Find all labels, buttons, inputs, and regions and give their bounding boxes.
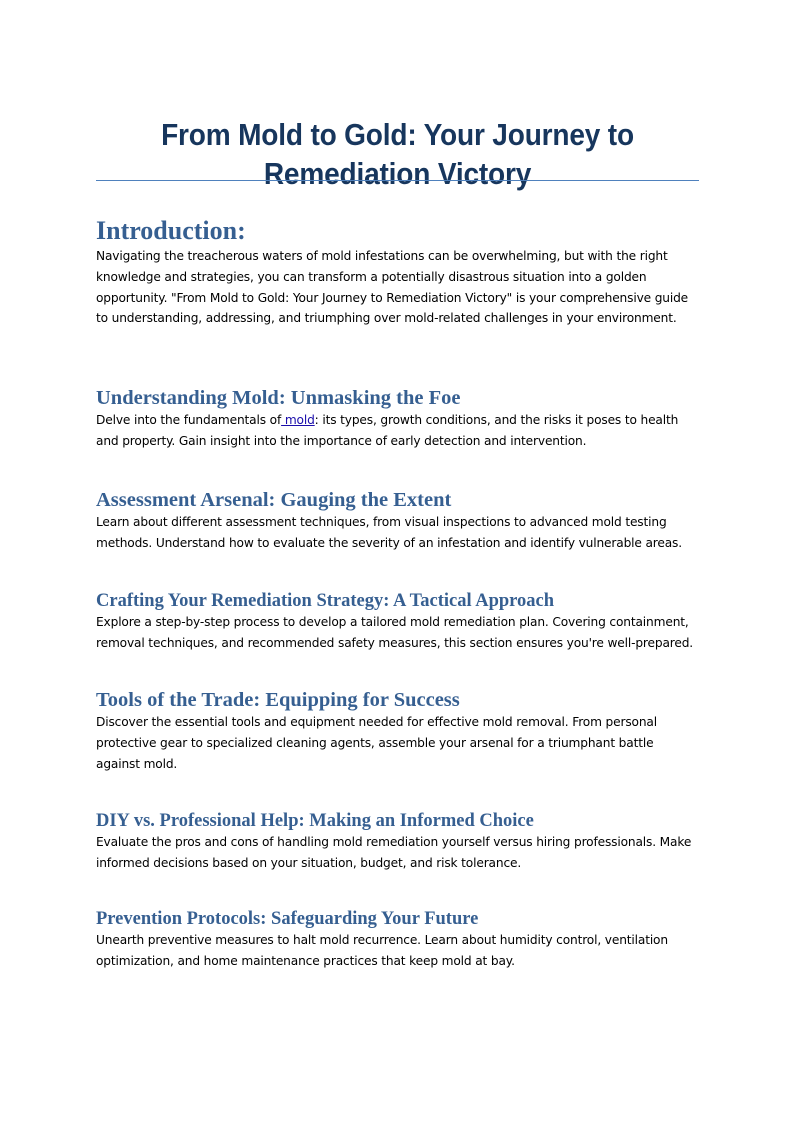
section-tools xyxy=(96,688,699,774)
diy-text: Evaluate the pros and cons of handling mold remediation yourself versus hiring professionals. Make informed decisions based on your situation, budget, and risk tolerance. xyxy=(96,835,692,870)
mold-link[interactable]: mold xyxy=(281,413,315,427)
tools-text: Discover the essential tools and equipment needed for effective mold removal. From personal protective gear to specialized cleaning agents, assemble your arsenal for a triumphant battle against mold. xyxy=(96,715,657,771)
assessment-heading: Assessment Arsenal: Gauging the Extent xyxy=(96,489,452,511)
understanding-text xyxy=(96,410,699,452)
prevention-heading: Prevention Protocols: Safeguarding Your Future xyxy=(96,909,479,929)
section-understanding xyxy=(96,386,699,452)
tools-heading: Tools of the Trade: Equipping for Success xyxy=(96,689,460,711)
strategy-heading: Crafting Your Remediation Strategy: A Tactical Approach xyxy=(96,591,555,611)
diy-heading: DIY vs. Professional Help: Making an Informed Choice xyxy=(96,811,534,831)
understanding-text-before: Delve into the fundamentals of xyxy=(96,413,282,427)
prevention-text: Unearth preventive measures to halt mold recurrence. Learn about humidity control, ventilation optimization, and home maintenance practices that keep mold at bay. xyxy=(96,933,668,968)
document-title: From Mold to Gold: Your Journey to Remediation Victory xyxy=(161,118,634,192)
section-diy xyxy=(96,810,699,874)
intro-heading: Introduction: xyxy=(96,216,246,245)
section-prevention xyxy=(96,908,699,972)
intro-text: Navigating the treacherous waters of mold infestations can be overwhelming, but with the right knowledge and strategies, you can transform a potentially disastrous situation into a golden opportunity. "From Mold to Gold: Your Journey to Remediation Victory" is your comprehensive guide to understanding, addressing, and triumphing over mold-related challenges in your environment. xyxy=(96,249,689,326)
strategy-text: Explore a step-by-step process to develop a tailored mold remediation plan. Covering containment, removal techniques, and recommended safety measures, this section ensures you're well-prepared. xyxy=(96,615,694,650)
section-strategy xyxy=(96,590,699,654)
section-assessment xyxy=(96,488,699,554)
title-underline xyxy=(96,180,699,181)
understanding-heading: Understanding Mold: Unmasking the Foe xyxy=(96,387,461,409)
understanding-text-after: : its types, growth conditions, and the risks it poses to health and property. Gain insight into the importance of early detection and intervention. xyxy=(96,413,679,448)
assessment-text: Learn about different assessment techniques, from visual inspections to advanced mold testing methods. Understand how to evaluate the severity of an infestation and identify vulnerable areas. xyxy=(96,515,682,550)
section-introduction xyxy=(96,216,699,329)
